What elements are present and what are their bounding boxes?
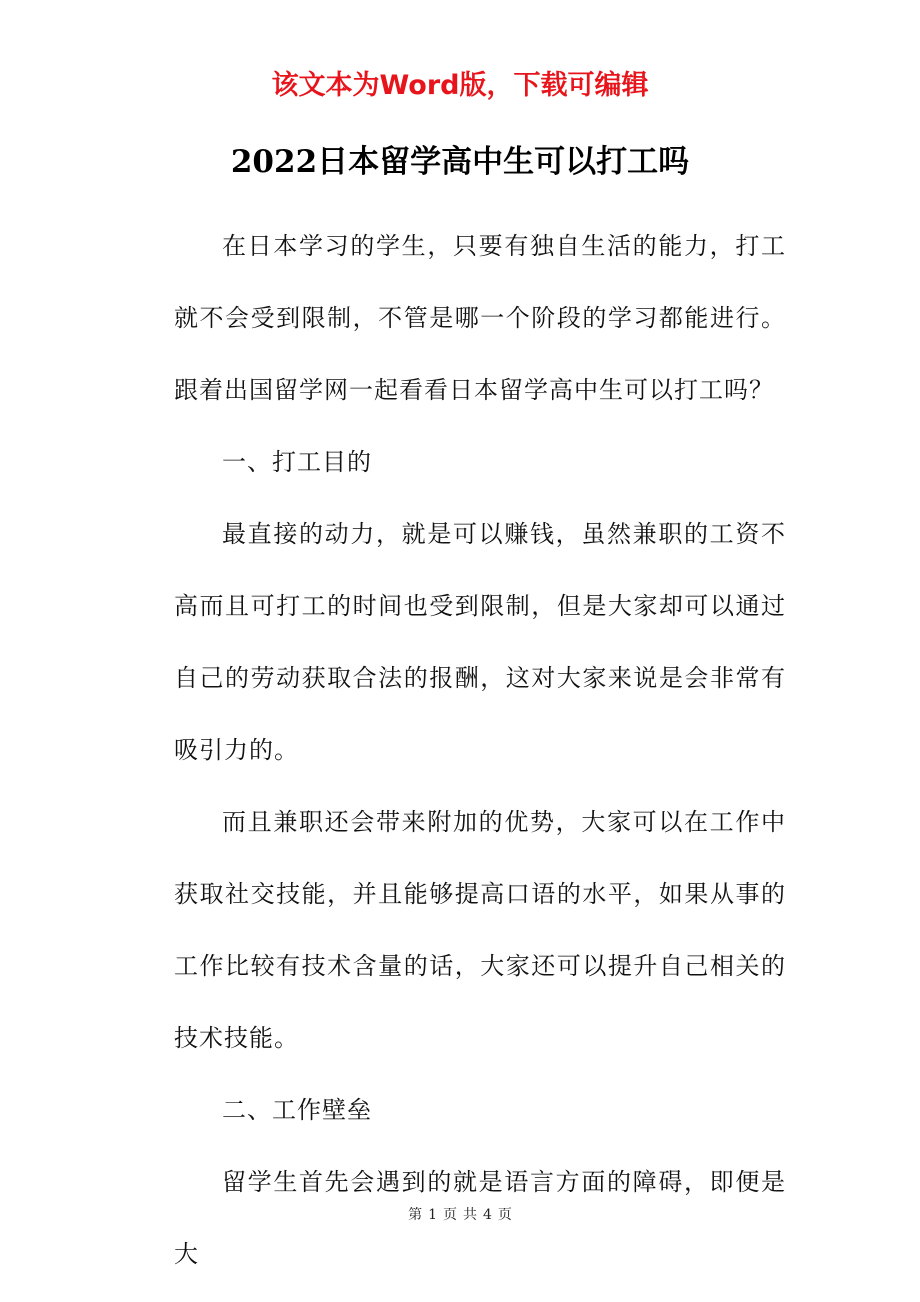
- footer-page-label: 页: [443, 1207, 457, 1223]
- paragraph-advantages: 而且兼职还会带来附加的优势，大家可以在工作中获取社交技能，并且能够提高口语的水平，如果从事的工作比较有技术含量的话，大家还可以提升自己相关的技术技能。: [174, 808, 786, 1052]
- paragraph-language-barrier: 留学生首先会遇到的就是语言方面的障碍，即便是大: [174, 1168, 786, 1268]
- document-title: 2022日本留学高中生可以打工吗: [230, 144, 690, 180]
- section-heading-purpose: 一、打工目的: [222, 448, 372, 476]
- footer-page-number: 1: [428, 1207, 437, 1223]
- footer-prefix: 第: [408, 1207, 423, 1223]
- word-version-banner: 该文本为Word版，下载可编辑: [271, 70, 649, 101]
- section-heading-barriers: 二、工作壁垒: [222, 1096, 372, 1124]
- footer-total-pages: 4: [483, 1207, 492, 1223]
- paragraph-motivation: 最直接的动力，就是可以赚钱，虽然兼职的工资不高而且可打工的时间也受到限制，但是大家却可以通过自己的劳动获取合法的报酬，这对大家来说是会非常有吸引力的。: [174, 520, 786, 764]
- footer-total-label: 共: [463, 1207, 477, 1223]
- footer-suffix: 页: [497, 1207, 512, 1223]
- page-footer: [0, 1205, 920, 1225]
- document-body: [174, 210, 786, 1290]
- paragraph-intro: 在日本学习的学生，只要有独自生活的能力，打工就不会受到限制，不管是哪一个阶段的学习都能进行。跟着出国留学网一起看看日本留学高中生可以打工吗？: [174, 232, 786, 404]
